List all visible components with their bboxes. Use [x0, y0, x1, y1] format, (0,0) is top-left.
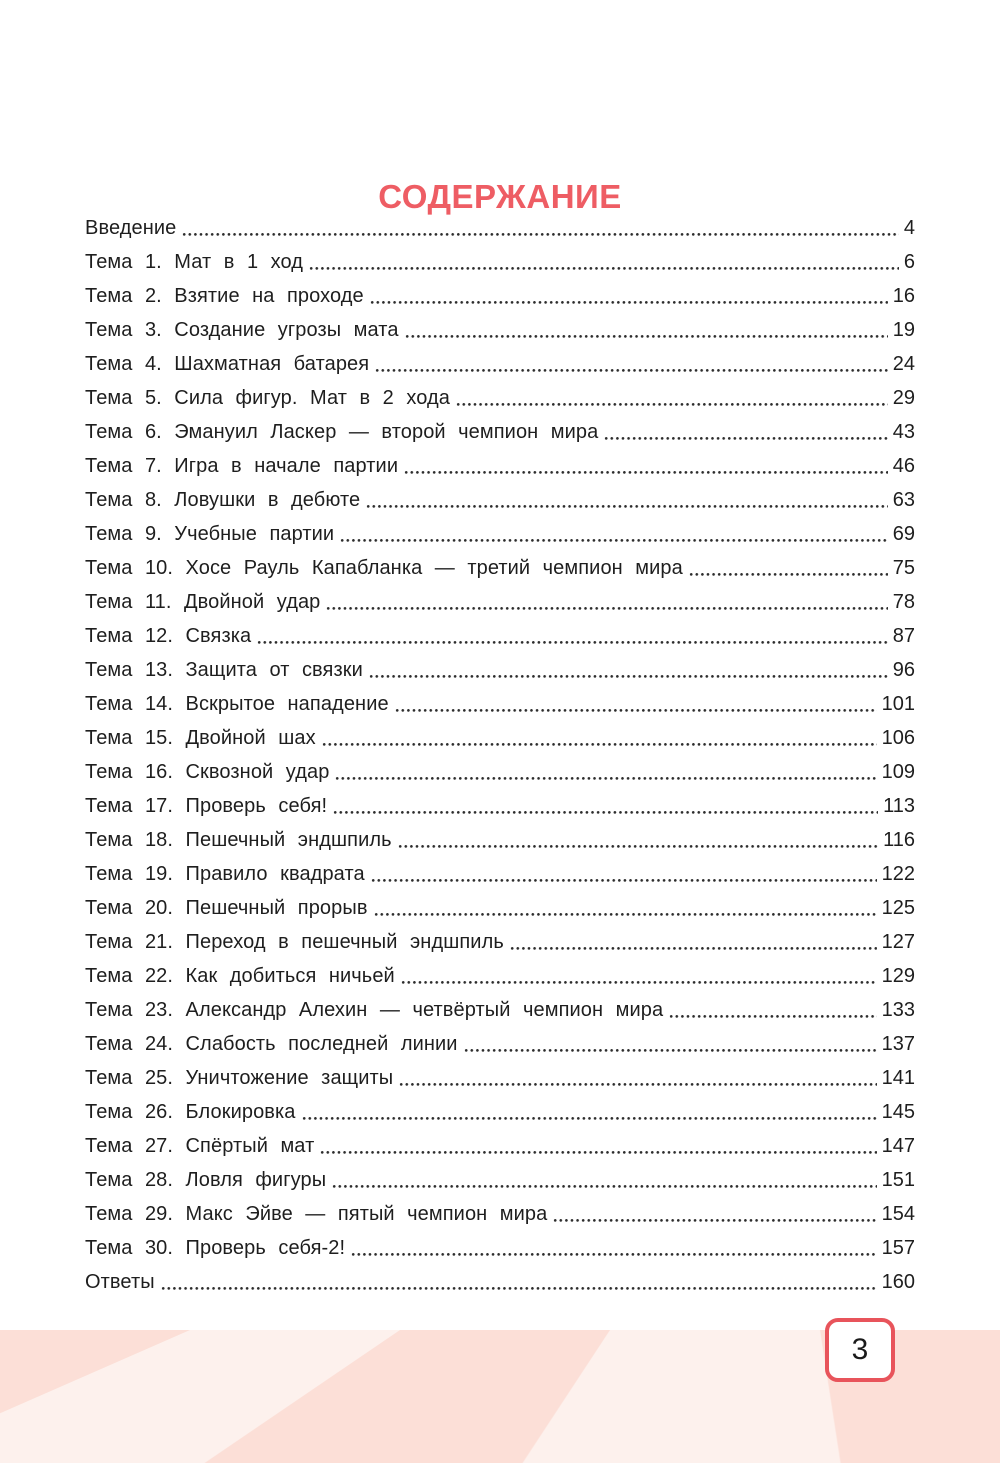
dot-leader — [510, 947, 877, 950]
toc-entry — [85, 381, 915, 415]
toc-entry-label: Тема 5. Сила фигур. Мат в 2 хода — [85, 387, 450, 409]
toc-entry — [85, 993, 915, 1027]
toc-entry — [85, 789, 915, 823]
toc-entry-page: 63 — [892, 489, 915, 511]
toc-entry-label: Тема 10. Хосе Рауль Капабланка — третий чемпион мира — [85, 557, 683, 579]
toc-entry — [85, 245, 915, 279]
dot-leader — [399, 1083, 876, 1086]
toc-entry-label: Тема 8. Ловушки в дебюте — [85, 489, 361, 511]
toc-entry-label: Тема 9. Учебные партии — [85, 523, 335, 545]
toc-entry-label: Тема 24. Слабость последней линии — [85, 1033, 458, 1055]
toc-entry-page: 127 — [881, 931, 915, 953]
toc-entry-page: 46 — [892, 455, 915, 477]
toc-entry-page: 125 — [881, 897, 915, 919]
toc-entry-page: 141 — [881, 1067, 915, 1089]
dot-leader — [257, 641, 887, 644]
toc-entry — [85, 279, 915, 313]
toc-entry-label: Ответы — [85, 1271, 155, 1293]
dot-leader — [404, 471, 888, 474]
toc-entry-label: Тема 1. Мат в 1 ход — [85, 251, 304, 273]
toc-entry — [85, 517, 915, 551]
toc-entry-page: 69 — [892, 523, 915, 545]
toc-entry-page: 16 — [892, 285, 915, 307]
dot-leader — [398, 845, 878, 848]
dot-leader — [302, 1117, 877, 1120]
toc-entry — [85, 347, 915, 381]
dot-leader — [320, 1151, 876, 1154]
dot-leader — [333, 811, 878, 814]
toc-entry-page: 87 — [892, 625, 915, 647]
toc-entry — [85, 1163, 915, 1197]
dot-leader — [309, 267, 899, 270]
toc-entry — [85, 959, 915, 993]
dot-leader — [366, 505, 887, 508]
toc-entry-label: Тема 22. Как добиться ничьей — [85, 965, 395, 987]
toc-entry-page: 109 — [881, 761, 915, 783]
toc-entry-label: Тема 15. Двойной шах — [85, 727, 316, 749]
toc-list — [85, 211, 915, 1299]
dot-leader — [395, 709, 877, 712]
toc-entry-page: 4 — [903, 217, 915, 239]
dot-leader — [371, 879, 877, 882]
toc-entry — [85, 687, 915, 721]
toc-entry — [85, 721, 915, 755]
toc-entry — [85, 585, 915, 619]
toc-entry-label: Тема 2. Взятие на проходе — [85, 285, 364, 307]
dot-leader — [332, 1185, 876, 1188]
toc-entry-page: 154 — [881, 1203, 915, 1225]
toc-entry-label: Тема 18. Пешечный эндшпиль — [85, 829, 392, 851]
dot-leader — [322, 743, 877, 746]
toc-entry-page: 6 — [903, 251, 915, 273]
toc-entry-label: Тема 26. Блокировка — [85, 1101, 296, 1123]
toc-entry — [85, 1027, 915, 1061]
toc-entry-label: Тема 4. Шахматная батарея — [85, 353, 370, 375]
toc-entry-page: 133 — [881, 999, 915, 1021]
toc-entry-label: Тема 20. Пешечный прорыв — [85, 897, 368, 919]
toc-entry — [85, 857, 915, 891]
toc-entry — [85, 1095, 915, 1129]
toc-entry-page: 151 — [881, 1169, 915, 1191]
dot-leader — [335, 777, 876, 780]
toc-entry-page: 157 — [881, 1237, 915, 1259]
dot-leader — [405, 335, 888, 338]
dot-leader — [340, 539, 888, 542]
toc-entry-label: Тема 28. Ловля фигуры — [85, 1169, 327, 1191]
toc-entry-label: Тема 17. Проверь себя! — [85, 795, 328, 817]
toc-entry-page: 96 — [892, 659, 915, 681]
toc-entry-page: 116 — [883, 829, 915, 851]
dot-leader — [689, 573, 888, 576]
toc-entry-page: 106 — [881, 727, 915, 749]
toc-entry — [85, 755, 915, 789]
toc-entry-label: Тема 14. Вскрытое нападение — [85, 693, 389, 715]
toc-entry-label: Тема 6. Эмануил Ласкер — второй чемпион мира — [85, 421, 599, 443]
dot-leader — [326, 607, 887, 610]
dot-leader — [161, 1287, 877, 1290]
toc-entry-label: Тема 19. Правило квадрата — [85, 863, 365, 885]
dot-leader — [401, 981, 877, 984]
toc-entry — [85, 551, 915, 585]
toc-entry — [85, 1197, 915, 1231]
toc-entry-label: Введение — [85, 217, 177, 239]
dot-leader — [464, 1049, 877, 1052]
toc-entry-page: 129 — [881, 965, 915, 987]
toc-entry-page: 43 — [892, 421, 915, 443]
page-title: СОДЕРЖАНИЕ — [378, 178, 622, 216]
toc-entry-page: 75 — [892, 557, 915, 579]
toc-entry-label: Тема 12. Связка — [85, 625, 252, 647]
toc-entry-page: 122 — [881, 863, 915, 885]
dot-leader — [375, 369, 888, 372]
toc-entry — [85, 823, 915, 857]
toc-entry — [85, 925, 915, 959]
toc-entry — [85, 891, 915, 925]
toc-entry-page: 101 — [881, 693, 915, 715]
toc-entry-label: Тема 3. Создание угрозы мата — [85, 319, 399, 341]
toc-entry — [85, 211, 915, 245]
dot-leader — [370, 301, 888, 304]
toc-entry-label: Тема 7. Игра в начале партии — [85, 455, 399, 477]
page-number: 3 — [851, 1333, 869, 1366]
toc-entry-label: Тема 21. Переход в пешечный эндшпиль — [85, 931, 504, 953]
toc-entry — [85, 313, 915, 347]
dot-leader — [456, 403, 888, 406]
toc-entry — [85, 619, 915, 653]
toc-entry-label: Тема 13. Защита от связки — [85, 659, 363, 681]
toc-entry-label: Тема 23. Александр Алехин — четвёртый чемпион мира — [85, 999, 664, 1021]
toc-entry-page: 160 — [881, 1271, 915, 1293]
toc-entry-page: 78 — [892, 591, 915, 613]
toc-entry — [85, 1129, 915, 1163]
toc-entry — [85, 415, 915, 449]
dot-leader — [553, 1219, 876, 1222]
toc-entry-label: Тема 25. Уничтожение защиты — [85, 1067, 394, 1089]
toc-entry — [85, 1231, 915, 1265]
toc-entry — [85, 483, 915, 517]
toc-entry-page: 24 — [892, 353, 915, 375]
toc-entry-page: 19 — [892, 319, 915, 341]
dot-leader — [182, 233, 899, 236]
toc-entry-page: 147 — [881, 1135, 915, 1157]
toc-entry-label: Тема 29. Макс Эйве — пятый чемпион мира — [85, 1203, 548, 1225]
page-number-badge — [825, 1318, 895, 1382]
toc-entry — [85, 449, 915, 483]
toc-entry-label: Тема 27. Спёртый мат — [85, 1135, 315, 1157]
toc-entry-label: Тема 30. Проверь себя-2! — [85, 1237, 346, 1259]
dot-leader — [669, 1015, 876, 1018]
toc-entry-page: 113 — [883, 795, 915, 817]
toc-entry-label: Тема 16. Сквозной удар — [85, 761, 330, 783]
toc-entry-label: Тема 11. Двойной удар — [85, 591, 321, 613]
dot-leader — [369, 675, 888, 678]
toc-entry-page: 137 — [881, 1033, 915, 1055]
toc-entry — [85, 1265, 915, 1299]
toc-entry — [85, 1061, 915, 1095]
dot-leader — [351, 1253, 876, 1256]
toc-entry-page: 29 — [892, 387, 915, 409]
dot-leader — [604, 437, 887, 440]
dot-leader — [374, 913, 877, 916]
toc-entry-page: 145 — [881, 1101, 915, 1123]
toc-entry — [85, 653, 915, 687]
